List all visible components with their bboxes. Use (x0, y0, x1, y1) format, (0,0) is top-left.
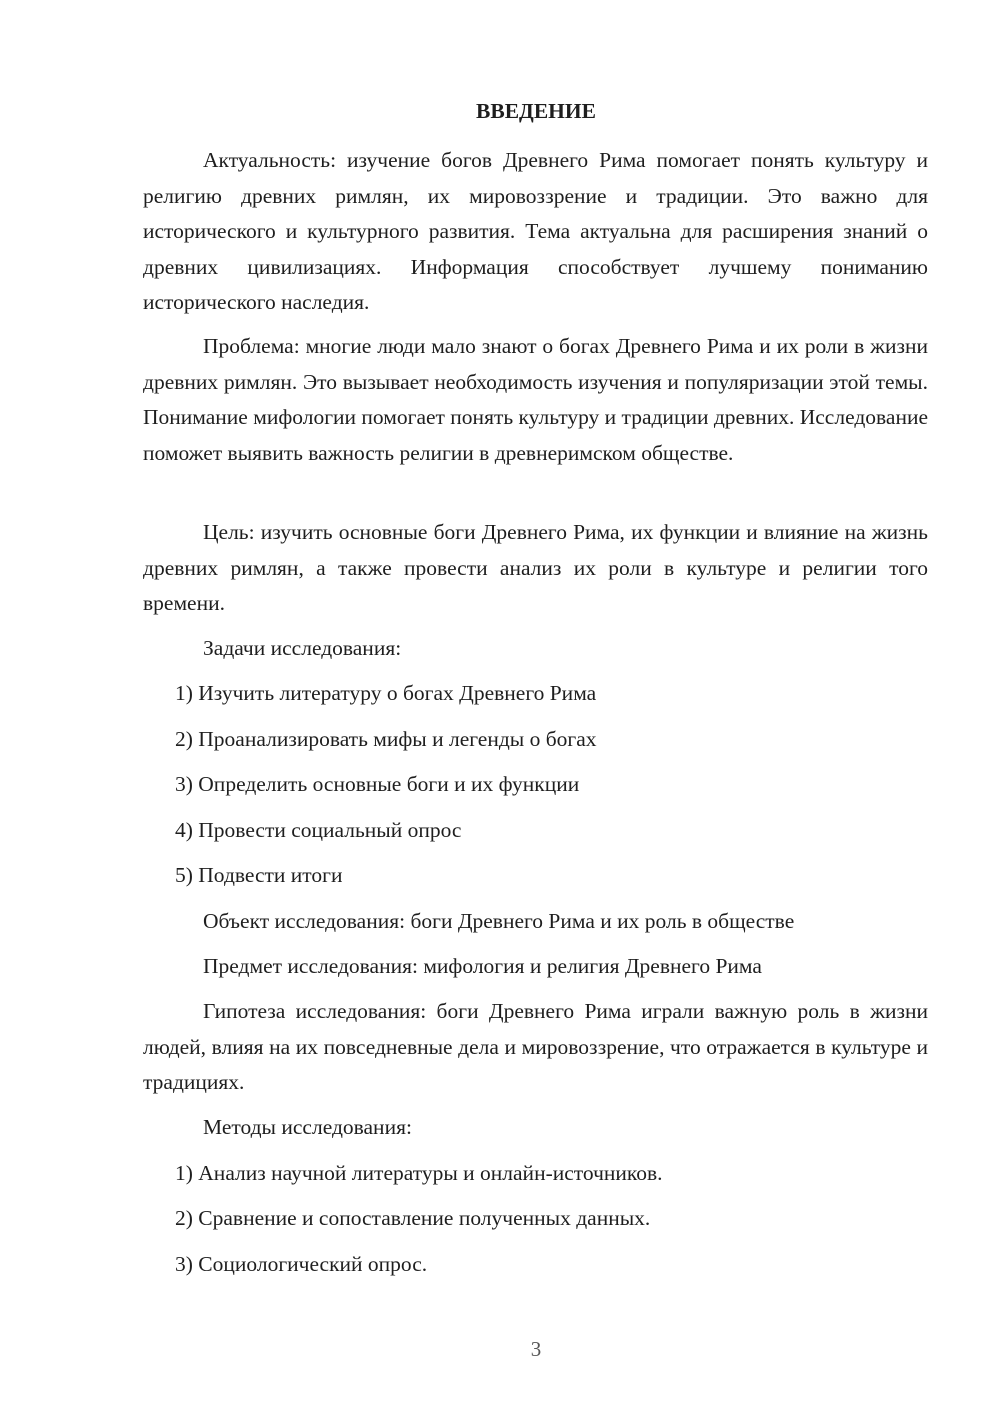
subject-line: Предмет исследования: мифология и религия Древнего Рима (203, 954, 762, 978)
problem-paragraph: Проблема: многие люди мало знают о богах Древнего Рима и их роли в жизни древних римлян. Это вызывает необходимость изучения и популяризации этой темы. Понимание мифологии помогает понять культуру и традиции древних. Исследование поможет выявить важность религии в древнеримском обществе. (143, 334, 928, 465)
tasks-label: Задачи исследования: (203, 636, 402, 660)
page-title: ВВЕДЕНИЕ (476, 99, 596, 123)
task-item: 1) Изучить литературу о богах Древнего Рима (175, 681, 597, 705)
method-item: 3) Социологический опрос. (175, 1252, 428, 1276)
page-number: 3 (530, 1337, 542, 1361)
methods-label: Методы исследования: (203, 1115, 412, 1139)
task-item: 4) Провести социальный опрос (175, 818, 462, 842)
task-item: 5) Подвести итоги (175, 863, 343, 887)
task-item: 3) Определить основные боги и их функции (175, 772, 580, 796)
method-item: 1) Анализ научной литературы и онлайн-источников. (175, 1161, 663, 1185)
method-item: 2) Сравнение и сопоставление полученных данных. (175, 1206, 651, 1230)
hypothesis-paragraph: Гипотеза исследования: боги Древнего Рима играли важную роль в жизни людей, влияя на их повседневные дела и мировоззрение, что отражается в культуре и традициях. (143, 999, 928, 1094)
object-line: Объект исследования: боги Древнего Рима и их роль в обществе (203, 909, 795, 933)
task-item: 2) Проанализировать мифы и легенды о богах (175, 727, 597, 751)
relevance-paragraph: Актуальность: изучение богов Древнего Рима помогает понять культуру и религию древних римлян, их мировоззрение и традиции. Это важно для исторического и культурного развития. Тема актуальна для расширения знаний о древних цивилизациях. Информация способствует лучшему пониманию исторического наследия. (143, 148, 928, 314)
goal-paragraph: Цель: изучить основные боги Древнего Рима, их функции и влияние на жизнь древних римлян, а также провести анализ их роли в культуре и религии того времени. (143, 520, 928, 615)
